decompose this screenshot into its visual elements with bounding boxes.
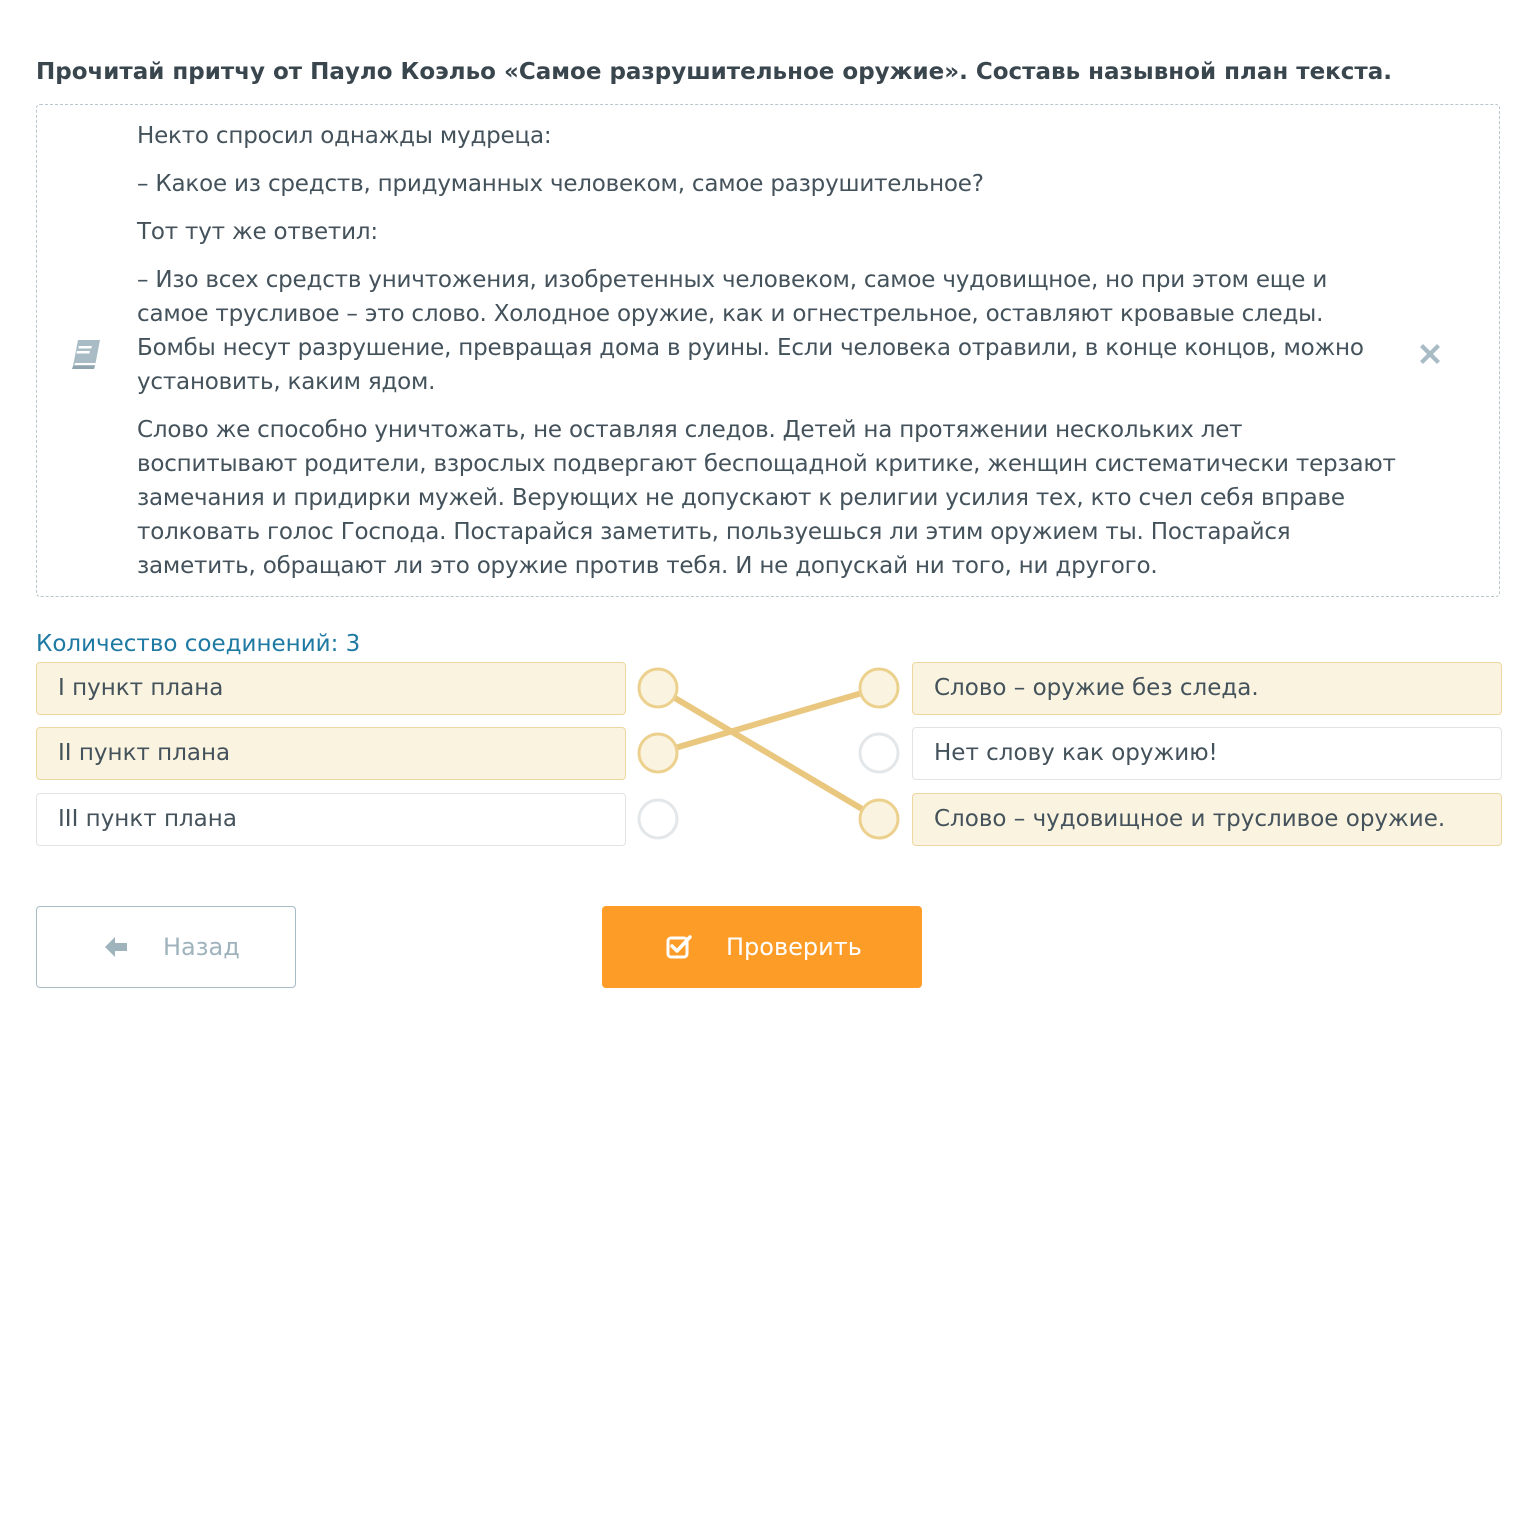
connections-count: Количество соединений: 3: [36, 631, 361, 657]
parable-text: [137, 119, 1399, 597]
right-connector-2[interactable]: [860, 734, 898, 772]
left-item-1[interactable]: I пункт плана: [36, 662, 626, 715]
right-connector-3[interactable]: [860, 800, 898, 838]
right-connector-1[interactable]: [860, 669, 898, 707]
left-item-2[interactable]: II пункт плана: [36, 727, 626, 780]
right-item-2[interactable]: Нет слову как оружию!: [912, 727, 1502, 780]
task-title: Прочитай притчу от Пауло Коэльо «Самое разрушительное оружие». Составь назывной план текста.: [36, 59, 1393, 85]
arrow-left-icon: [103, 935, 129, 959]
paragraph: – Какое из средств, придуманных человеком, самое разрушительное?: [137, 171, 984, 197]
paragraph: Тот тут же ответил:: [137, 219, 378, 245]
back-button[interactable]: [36, 906, 296, 988]
left-connector-3[interactable]: [639, 800, 677, 838]
left-item-3[interactable]: III пункт плана: [36, 793, 626, 846]
checkbox-checked-icon: [666, 934, 692, 960]
paragraph: – Изо всех средств уничтожения, изобретенных человеком, самое чудовищное, но при этом еще и самое трусливое – это слово. Холодное оружие, как и огнестрельное, оставляют кровавые следы. Бомбы несут разрушение, превращая дома в руины. Если человека отравили, в конце концов, можно установить, каким ядом.: [137, 267, 1364, 395]
paragraph: Слово же способно уничтожать, не оставляя следов. Детей на протяжении нескольких лет воспитывают родители, взрослых подвергают беспощадной критике, женщин систематически терзают замечания и придирки мужей. Верующих не допускают к религии усилия тех, кто счел себя вправе толковать голос Господа. Постарайся заметить, пользуешься ли этим оружием ты. Постарайся заметить, обращают ли это оружие против тебя. И не допускай ни того, ни другого.: [137, 417, 1396, 579]
close-icon[interactable]: [1415, 339, 1445, 369]
right-item-1[interactable]: Слово – оружие без следа.: [912, 662, 1502, 715]
connection-line: [658, 688, 879, 753]
right-item-3[interactable]: Слово – чудовищное и трусливое оружие.: [912, 793, 1502, 846]
back-button-label: Назад: [163, 933, 240, 961]
paragraph: Некто спросил однажды мудреца:: [137, 123, 552, 149]
left-connector-1[interactable]: [639, 669, 677, 707]
connection-line: [658, 688, 879, 819]
parable-text-panel: [36, 104, 1500, 597]
check-button-label: Проверить: [726, 933, 862, 961]
check-button[interactable]: [602, 906, 922, 988]
book-icon: [69, 335, 105, 371]
left-connector-2[interactable]: [639, 734, 677, 772]
